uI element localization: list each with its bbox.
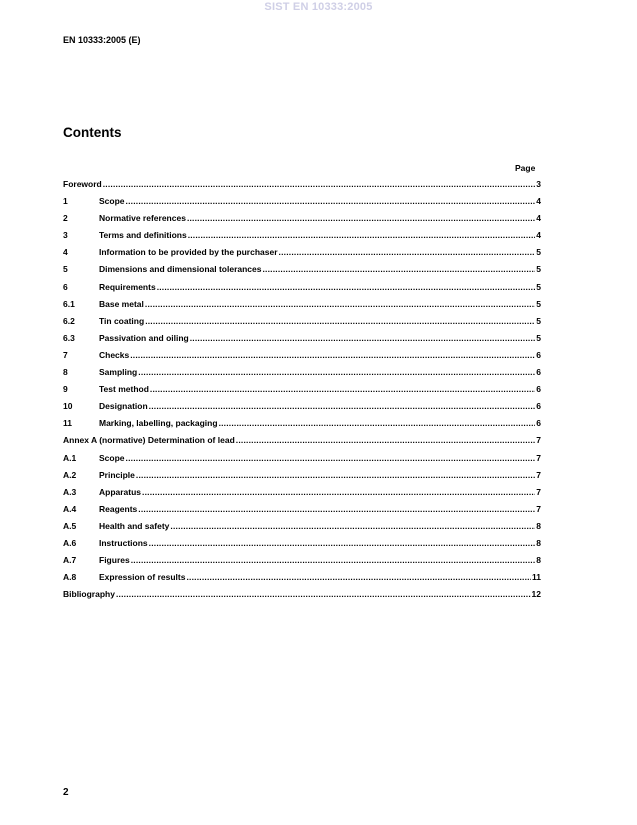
page-number: 2 bbox=[63, 787, 69, 798]
toc-entry-title: Requirements bbox=[99, 281, 156, 292]
toc-entry[interactable] bbox=[63, 504, 541, 521]
toc-entry[interactable] bbox=[63, 418, 541, 435]
toc-entry[interactable] bbox=[63, 179, 541, 196]
toc-entry-title: Apparatus bbox=[99, 486, 142, 497]
toc-leader-dots bbox=[126, 196, 536, 207]
toc-leader-dots bbox=[138, 367, 535, 378]
toc-entry-title: Instructions bbox=[99, 537, 148, 548]
toc-entry-page: 8 bbox=[536, 537, 541, 548]
toc-entry-title: Passivation and oiling bbox=[99, 332, 189, 343]
toc-leader-dots bbox=[136, 470, 535, 481]
toc-entry[interactable] bbox=[63, 316, 541, 333]
toc-entry-title: Designation bbox=[99, 401, 148, 412]
toc-entry-number: 11 bbox=[63, 418, 72, 429]
document-id: EN 10333:2005 (E) bbox=[63, 35, 141, 45]
toc-entry[interactable] bbox=[63, 401, 541, 418]
toc-entry-title: Normative references bbox=[99, 213, 186, 224]
toc-entry-page: 5 bbox=[536, 315, 541, 326]
toc-entry-page: 7 bbox=[536, 486, 541, 497]
toc-leader-dots bbox=[145, 316, 535, 327]
toc-entry-page: 6 bbox=[536, 367, 541, 378]
toc-entry[interactable] bbox=[63, 470, 541, 487]
toc-leader-dots bbox=[131, 555, 536, 566]
toc-entry-page: 7 bbox=[536, 469, 541, 480]
toc-entry-number: 8 bbox=[63, 367, 68, 378]
toc-entry[interactable] bbox=[63, 282, 541, 299]
toc-entry-number: A.2 bbox=[63, 469, 77, 480]
toc-entry[interactable] bbox=[63, 487, 541, 504]
toc-entry[interactable] bbox=[63, 299, 541, 316]
toc-leader-dots bbox=[142, 487, 535, 498]
toc-entry-number: 5 bbox=[63, 264, 68, 275]
toc-entry[interactable] bbox=[63, 350, 541, 367]
toc-entry[interactable] bbox=[63, 264, 541, 281]
toc-entry-title: Health and safety bbox=[99, 520, 170, 531]
toc-leader-dots bbox=[190, 333, 536, 344]
toc-entry[interactable] bbox=[63, 247, 541, 264]
toc-entry-page: 8 bbox=[536, 520, 541, 531]
toc-leader-dots bbox=[130, 350, 535, 361]
toc-leader-dots bbox=[145, 299, 535, 310]
toc-leader-dots bbox=[170, 521, 535, 532]
toc-leader-dots bbox=[219, 418, 536, 429]
watermark-text: SIST EN 10333:2005 bbox=[264, 1, 373, 13]
toc-leader-dots bbox=[150, 384, 535, 395]
toc-entry-title: Base metal bbox=[99, 298, 144, 309]
toc-entry-page: 6 bbox=[536, 401, 541, 412]
toc-leader-dots bbox=[126, 453, 536, 464]
toc-entry-title: Terms and definitions bbox=[99, 230, 187, 241]
toc-entry[interactable] bbox=[63, 367, 541, 384]
toc-entry-page: 5 bbox=[536, 332, 541, 343]
toc-entry-page: 8 bbox=[536, 555, 541, 566]
toc-entry-title: Test method bbox=[99, 384, 149, 395]
toc-entry-title: Foreword bbox=[63, 179, 102, 189]
toc-entry-number: 9 bbox=[63, 384, 68, 395]
toc-entry-title: Dimensions and dimensional tolerances bbox=[99, 264, 262, 275]
toc-entry-number: 6.2 bbox=[63, 315, 75, 326]
toc-entry-page: 7 bbox=[536, 435, 541, 446]
toc-entry-number: A.6 bbox=[63, 537, 77, 548]
toc-leader-dots bbox=[116, 589, 531, 600]
toc-entry-title: Information to be provided by the purchaser bbox=[99, 247, 278, 258]
toc-entry[interactable] bbox=[63, 521, 541, 538]
toc-entry-number: 4 bbox=[63, 247, 68, 258]
toc-entry[interactable] bbox=[63, 453, 541, 470]
toc-entry-page: 11 bbox=[532, 572, 541, 583]
toc-leader-dots bbox=[236, 435, 536, 446]
toc-entry-title: Reagents bbox=[99, 503, 138, 514]
toc-entry-number: 6.3 bbox=[63, 332, 75, 343]
toc-leader-dots bbox=[186, 572, 531, 583]
toc-entry[interactable] bbox=[63, 538, 541, 555]
toc-entry-page: 12 bbox=[531, 589, 541, 600]
toc-entry-number: A.4 bbox=[63, 503, 77, 514]
toc-entry-title: Scope bbox=[99, 452, 125, 463]
toc-leader-dots bbox=[103, 179, 536, 190]
table-of-contents bbox=[63, 179, 541, 606]
toc-entry-title: Expression of results bbox=[99, 572, 186, 583]
toc-entry-page: 5 bbox=[536, 298, 541, 309]
toc-leader-dots bbox=[188, 230, 536, 241]
toc-entry-number: 6.1 bbox=[63, 298, 75, 309]
page-column-label: Page bbox=[515, 163, 536, 173]
toc-entry-number: 2 bbox=[63, 213, 68, 224]
toc-leader-dots bbox=[157, 282, 536, 293]
toc-leader-dots bbox=[149, 538, 536, 549]
toc-leader-dots bbox=[187, 213, 535, 224]
toc-entry-page: 4 bbox=[536, 230, 541, 241]
toc-entry-number: 10 bbox=[63, 401, 73, 412]
toc-entry[interactable] bbox=[63, 555, 541, 572]
toc-entry-title: Annex A (normative) Determination of lead bbox=[63, 435, 235, 446]
toc-entry-number: 1 bbox=[63, 196, 68, 207]
toc-entry-page: 4 bbox=[536, 196, 541, 207]
toc-entry-number: A.1 bbox=[63, 452, 77, 463]
toc-entry-number: 6 bbox=[63, 281, 68, 292]
toc-entry[interactable] bbox=[63, 230, 541, 247]
toc-entry[interactable] bbox=[63, 572, 541, 589]
page-title: Contents bbox=[63, 125, 122, 140]
toc-entry-number: 3 bbox=[63, 230, 68, 241]
toc-entry-title: Figures bbox=[99, 555, 130, 566]
toc-entry-page: 7 bbox=[536, 503, 541, 514]
toc-entry-number: 7 bbox=[63, 349, 68, 360]
toc-entry-title: Marking, labelling, packaging bbox=[99, 418, 218, 429]
toc-leader-dots bbox=[149, 401, 536, 412]
toc-entry-page: 6 bbox=[536, 384, 541, 395]
toc-leader-dots bbox=[138, 504, 535, 515]
toc-entry-title: Tin coating bbox=[99, 315, 145, 326]
toc-entry[interactable] bbox=[63, 196, 541, 213]
toc-entry[interactable] bbox=[63, 213, 541, 230]
toc-entry[interactable] bbox=[63, 435, 541, 452]
toc-entry-number: A.3 bbox=[63, 486, 77, 497]
toc-leader-dots bbox=[263, 264, 536, 275]
toc-entry-title: Bibliography bbox=[63, 589, 115, 600]
toc-entry-page: 7 bbox=[536, 452, 541, 463]
toc-entry-page: 6 bbox=[536, 418, 541, 429]
toc-entry-title: Sampling bbox=[99, 367, 138, 378]
toc-entry-page: 5 bbox=[536, 247, 541, 258]
toc-entry-number: A.8 bbox=[63, 572, 77, 583]
toc-entry-title: Checks bbox=[99, 349, 130, 360]
toc-entry-page: 5 bbox=[536, 264, 541, 275]
toc-entry-number: A.5 bbox=[63, 520, 77, 531]
toc-entry-page: 4 bbox=[536, 213, 541, 224]
toc-entry[interactable] bbox=[63, 384, 541, 401]
toc-entry-page: 3 bbox=[536, 179, 541, 189]
toc-entry-title: Principle bbox=[99, 469, 135, 480]
toc-entry-number: A.7 bbox=[63, 555, 77, 566]
toc-entry[interactable] bbox=[63, 333, 541, 350]
toc-entry[interactable] bbox=[63, 589, 541, 606]
toc-entry-page: 5 bbox=[536, 281, 541, 292]
toc-leader-dots bbox=[279, 247, 536, 258]
toc-entry-page: 6 bbox=[536, 349, 541, 360]
toc-entry-title: Scope bbox=[99, 196, 125, 207]
